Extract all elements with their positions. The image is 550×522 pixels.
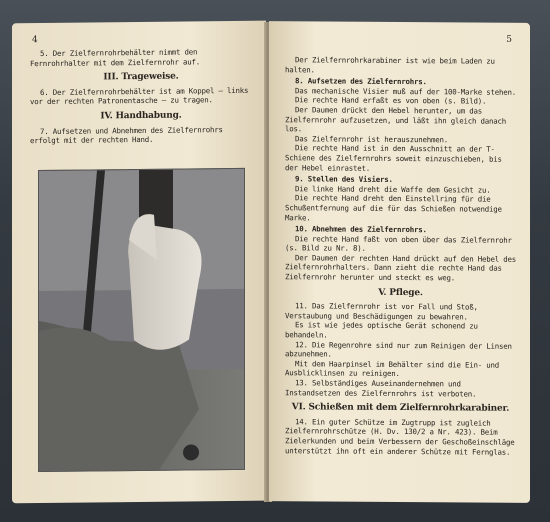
left-text-block: [30, 47, 252, 146]
section-8-d: Das Zielfernrohr ist herauszunehmen.: [295, 134, 448, 145]
section-9-b: Die rechte Hand dreht den Einstellring für die Schußentfernung auf die für das Schießen notwendige Marke.: [285, 193, 502, 222]
open-booklet: [12, 22, 530, 502]
section-8-title: 8. Aufsetzen des Zielfernrohrs.: [295, 76, 427, 87]
section-8-e: Die rechte Hand ist in den Ausschnitt an der T-Schiene des Zielfernrohrs soweit einzuschieben, bis der Hebel einrastet.: [285, 143, 502, 173]
section-10-title: 10. Abnehmen des Zielfernrohrs.: [295, 224, 427, 235]
right-page: [269, 21, 530, 503]
scope-mounting-photo: [38, 168, 245, 472]
paragraph-6: 6. Der Zielfernrohrbehälter ist am Koppel — links vor der rechten Patronentasche — zu tragen.: [30, 85, 249, 107]
page-number: 4: [32, 35, 38, 46]
right-text-block: [285, 55, 516, 457]
section-8-b: Die rechte Hand erfaßt es von oben (s. Bild).: [295, 95, 487, 106]
paragraph-5: 5. Der Zielfernrohrbehälter nimmt den Fernrohrhalter mit dem Zielfernrohr auf.: [30, 47, 200, 68]
paragraph-12-b: Mit dem Haarpinsel im Behälter sind die Ein- und Ausblicklinsen zu reinigen.: [285, 359, 499, 379]
paragraph-12: 12. Die Regenrohre sind nur zum Reinigen der Linsen abzunehmen.: [285, 339, 512, 359]
paragraph-continued: Der Zielfernrohrkarabiner ist wie beim Laden zu halten.: [285, 55, 495, 75]
heading-handhabung: IV. Handhabung.: [100, 110, 182, 122]
section-8-a: Das mechanische Visier muß auf der 100-Marke stehen.: [295, 86, 516, 97]
section-10-a: Die rechte Hand faßt von oben über das Zielfernrohr (s. Bild zu Nr. 8).: [285, 233, 512, 254]
section-9-title: 9. Stellen des Visiers.: [295, 174, 393, 185]
heading-pflege: V. Pflege.: [378, 287, 423, 298]
section-10-b: Der Daumen der rechten Hand drückt auf den Hebel des Zielfernrohrhalters. Dann zieht die rechte Hand das Zielfernrohr herunter und steckt es weg.: [285, 253, 516, 283]
paragraph-7: 7. Aufsetzen und Abnehmen des Zielfernrohrs erfolgt mit der rechten Hand.: [30, 124, 223, 146]
section-8-c: Der Daumen drückt den Hebel herunter, um das Zielfernrohr aufzusetzen, und läßt ihn gleich danach los.: [285, 105, 506, 134]
paragraph-11-b: Es ist wie jedes optische Gerät schonend zu behandeln.: [285, 320, 478, 340]
heading-trageweise: III. Trageweise.: [103, 71, 179, 83]
paragraph-11: 11. Das Zielfernrohr ist vor Fall und Stoß, Verstaubung und Beschädigungen zu bewahren.: [285, 301, 478, 322]
paragraph-14: 14. Ein guter Schütze im Zugtrupp ist zugleich Zielfernrohrschütze (H. Dv. 130/2 a Nr. 423). Beim Zielerkunden und beim Verbessern der Geschoßeinschläge unterstützt ihn oft ein anderer Schütze mit Fernglas.: [285, 417, 515, 457]
page-number: 5: [506, 34, 512, 45]
paragraph-13: 13. Selbständiges Auseinandernehmen und Instandsetzen des Zielfernrohrs ist verboten.: [285, 378, 477, 399]
section-9-a: Die linke Hand dreht die Waffe dem Gesicht zu.: [295, 183, 491, 195]
left-page: [12, 21, 266, 504]
heading-schiessen: VI. Schießen mit dem Zielfernrohrkarabiner.: [291, 402, 510, 414]
